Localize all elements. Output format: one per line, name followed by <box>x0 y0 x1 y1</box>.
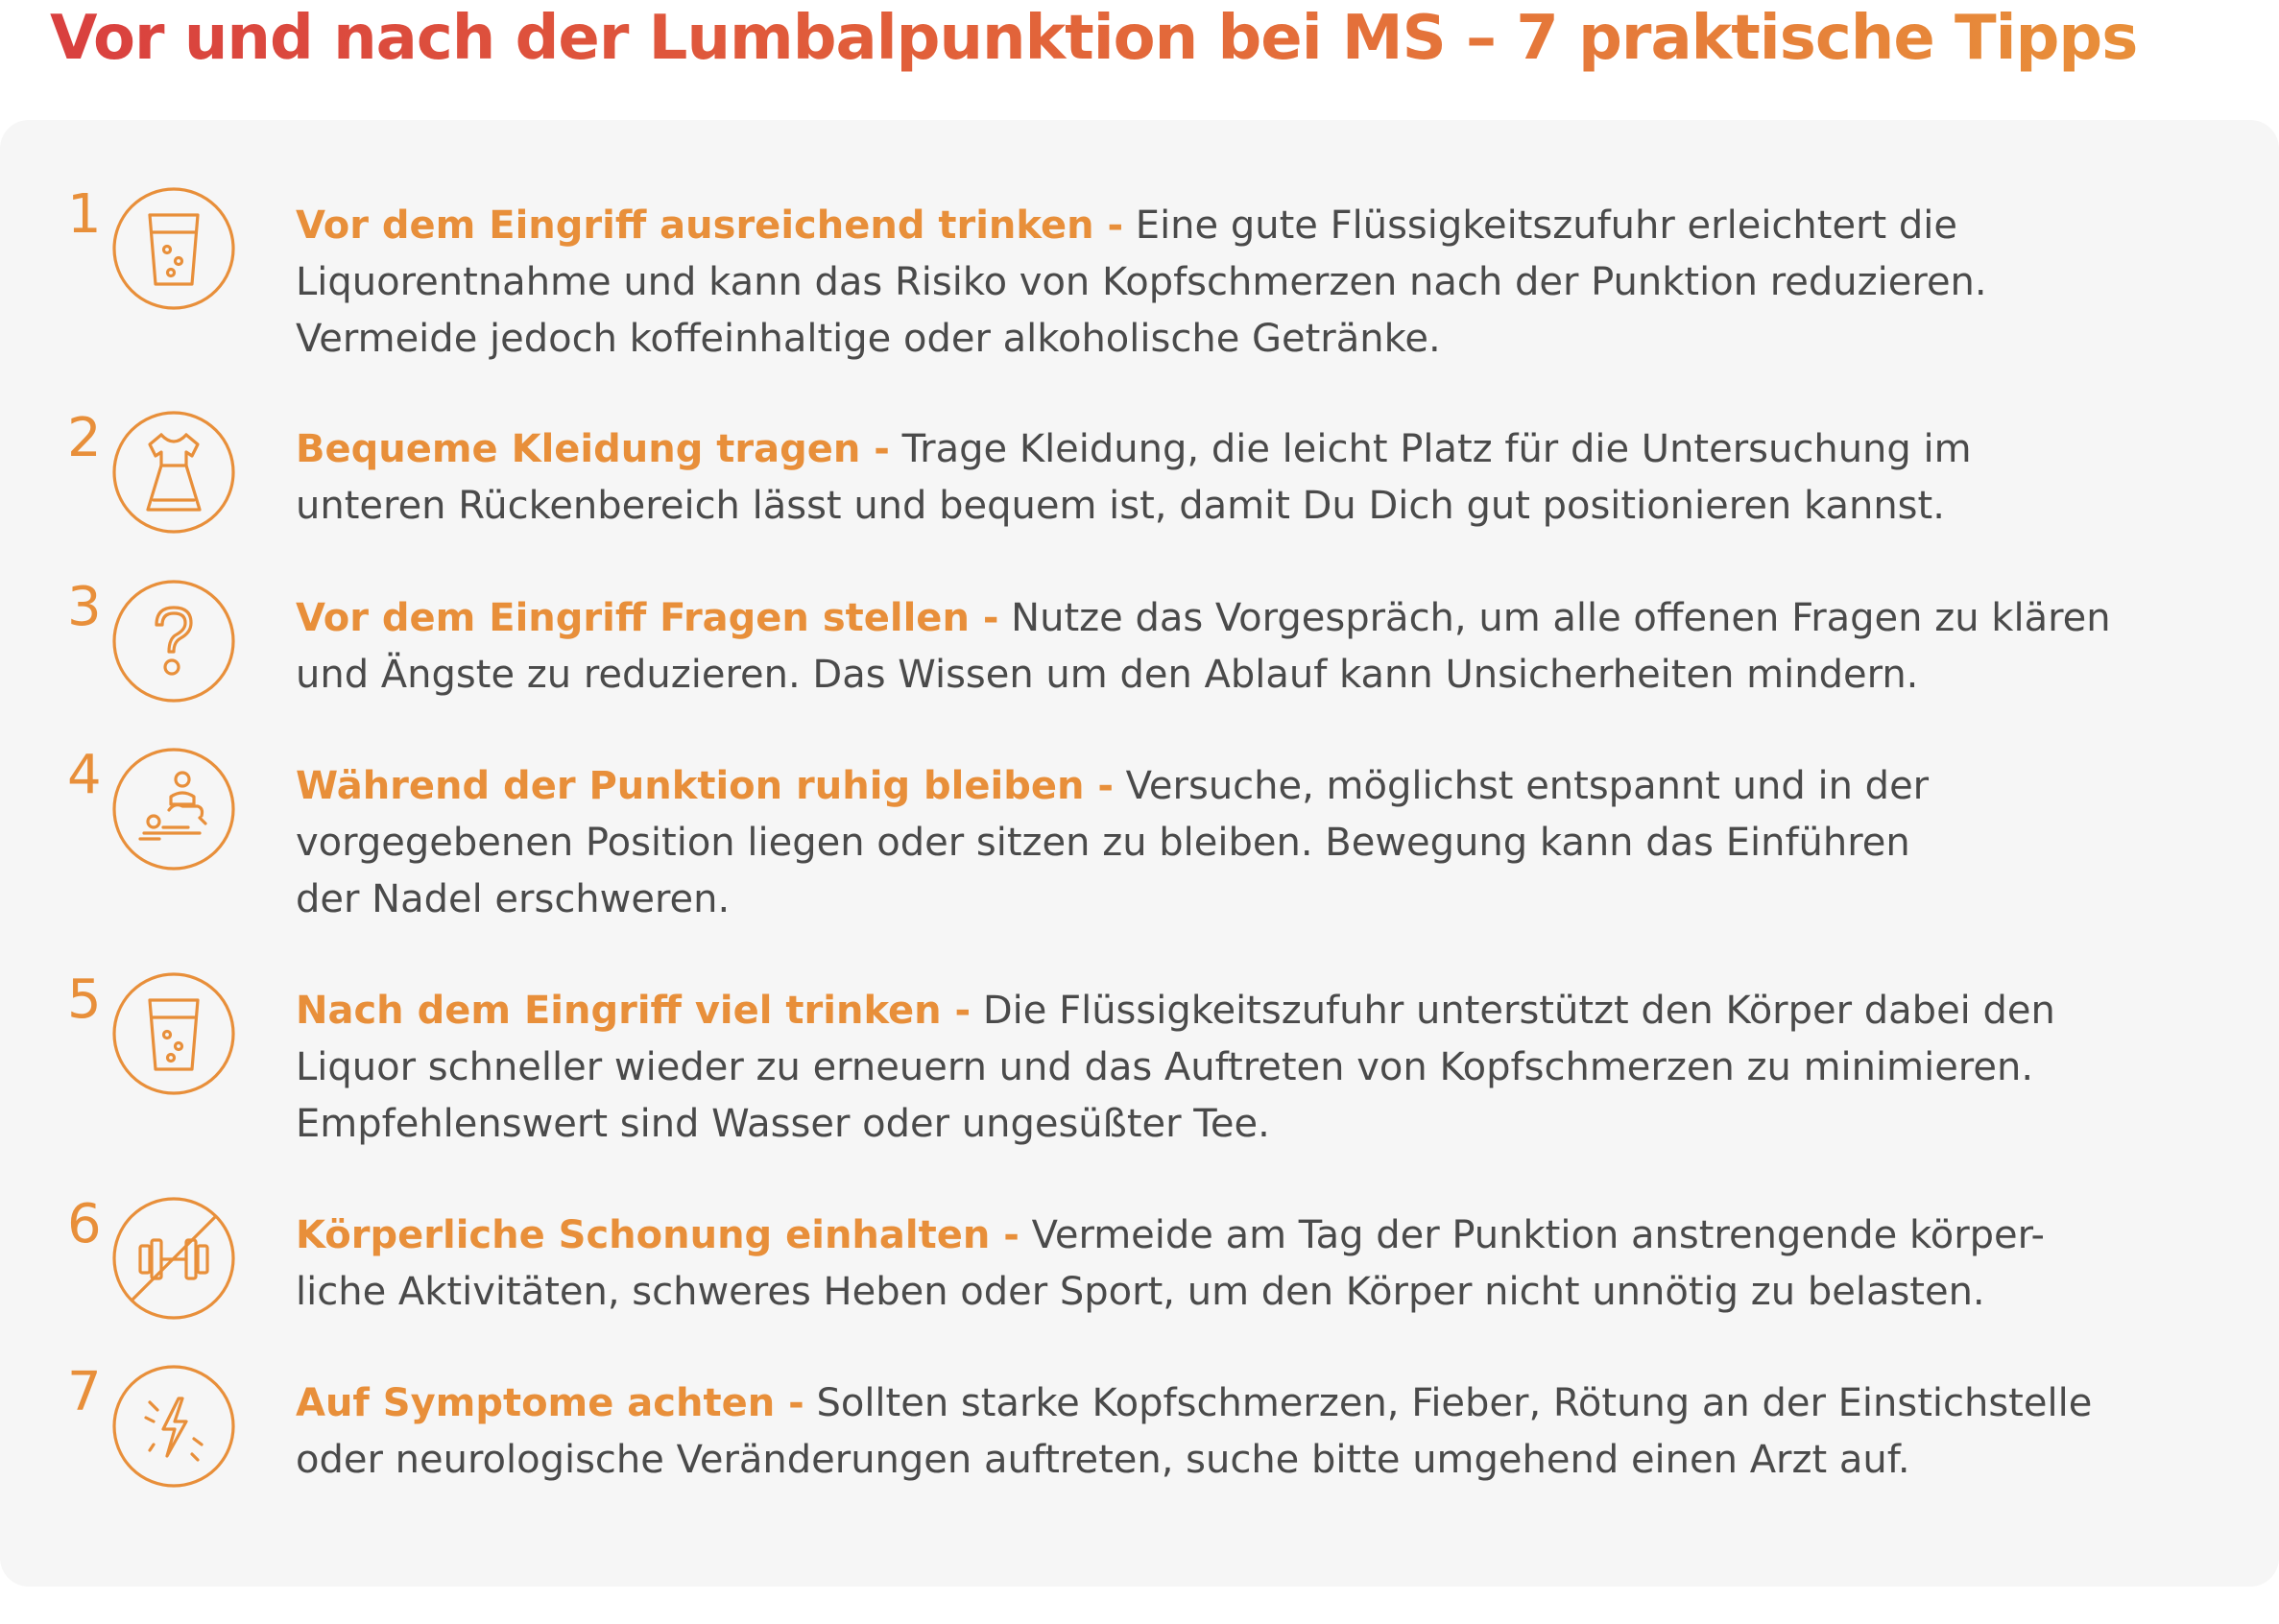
glass-of-water-icon <box>111 971 236 1096</box>
no-dumbbell-icon <box>111 1196 236 1321</box>
glass-of-water-icon <box>111 186 236 311</box>
tip-number: 2 <box>67 407 102 469</box>
tip-lead: Auf Symptome achten - <box>296 1381 804 1425</box>
tip-number: 5 <box>67 968 102 1031</box>
tip-text: Auf Symptome achten - Sollten starke Kopfschmerzen, Fieber, Rötung an der Einstichstelle oder neurologische Veränderungen auftreten, suche bitte umgehend einen Arzt auf. <box>296 1381 2093 1482</box>
tip-text: Körperliche Schonung einhalten - Vermeide am Tag der Punktion anstrengende körper- liche Aktivitäten, schweres Heben oder Sport, um den Körper nicht unnötig zu belasten. <box>296 1213 2045 1314</box>
tip-number: 3 <box>67 576 102 638</box>
tip-number: 6 <box>67 1193 102 1255</box>
lying-patient-icon <box>111 747 236 872</box>
tip-lead: Bequeme Kleidung tragen - <box>296 427 890 471</box>
tip-text: Bequeme Kleidung tragen - Trage Kleidung, die leicht Platz für die Untersuchung im unteren Rückenbereich lässt und bequem ist, damit Du Dich gut positionieren kannst. <box>296 427 1972 528</box>
dress-icon <box>111 410 236 535</box>
tip-lead: Nach dem Eingriff viel trinken - <box>296 989 972 1033</box>
tip-number: 1 <box>67 183 102 246</box>
tip-lead: Vor dem Eingriff Fragen stellen - <box>296 596 999 640</box>
tip-text: Während der Punktion ruhig bleiben - Versuche, möglichst entspannt und in der vorgegebenen Position liegen oder sitzen zu bleiben. Bewegung kann das Einführen der Nadel erschweren. <box>296 764 1930 921</box>
tip-text: Vor dem Eingriff ausreichend trinken - Eine gute Flüssigkeitszufuhr erleichtert die Liquorentnahme und kann das Risiko von Kopfschmerzen nach der Punktion reduzieren. Vermeide jedoch koffeinhaltige oder alkoholische Getränke. <box>296 203 1987 361</box>
question-mark-icon <box>111 579 236 704</box>
tip-lead: Körperliche Schonung einhalten - <box>296 1213 1020 1257</box>
tip-text: Vor dem Eingriff Fragen stellen - Nutze das Vorgespräch, um alle offenen Fragen zu klären und Ängste zu reduzieren. Das Wissen um den Ablauf kann Unsicherheiten mindern. <box>296 596 2111 697</box>
tips-panel <box>0 120 2279 1587</box>
tip-text: Nach dem Eingriff viel trinken - Die Flüssigkeitszufuhr unterstützt den Körper dabei den Liquor schneller wieder zu erneuern und das Auftreten von Kopfschmerzen zu minimieren. Empfehlenswert sind Wasser oder ungesüßter Tee. <box>296 989 2055 1146</box>
tip-lead: Während der Punktion ruhig bleiben - <box>296 764 1114 808</box>
tip-lead: Vor dem Eingriff ausreichend trinken - <box>296 203 1124 248</box>
page-title: Vor und nach der Lumbalpunktion bei MS – 7 praktische Tipps <box>50 0 2137 77</box>
tip-number: 4 <box>67 744 102 806</box>
tip-number: 7 <box>67 1361 102 1423</box>
lightning-icon <box>111 1364 236 1489</box>
